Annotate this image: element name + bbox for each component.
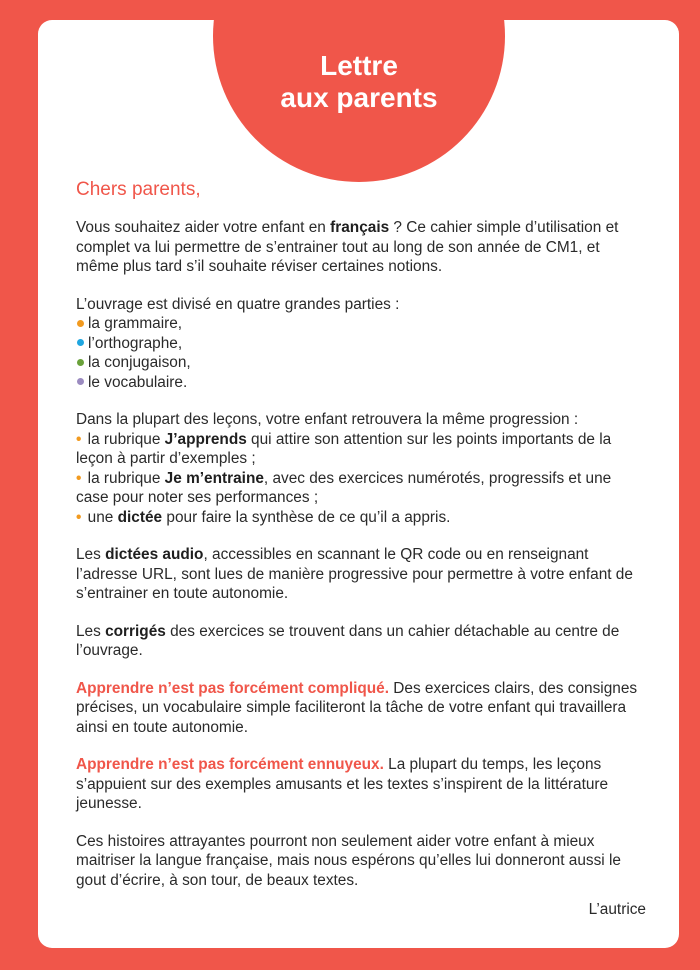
page-title	[213, 50, 505, 114]
corriges-text: Les	[76, 622, 106, 640]
list-item	[76, 469, 646, 508]
list-item-label: le vocabulaire.	[88, 373, 188, 391]
ennuyeux-text: La plupart du temps, les leçons s’appuient sur des exemples amusants et les textes s’inspirent de la littérature jeunesse.	[76, 756, 609, 812]
list-item-label: la conjugaison,	[88, 354, 191, 371]
list-item-keyword: dictée	[117, 508, 163, 526]
list-item-text: la rubrique	[83, 469, 165, 487]
bullet-icon: •	[76, 508, 82, 526]
closing-paragraph: Ces histoires attrayantes pourront non seulement aider votre enfant à mieux maitriser la langue française, mais nous espérons qu’elles lui donneront aussi le gout d’écrire, à son tour, de beaux textes.	[76, 832, 621, 889]
progression-list	[76, 410, 646, 527]
intro-text: Vous souhaitez aider votre enfant en	[76, 219, 331, 236]
blue-dot-icon	[77, 339, 84, 346]
audio-keyword: dictées audio	[105, 546, 204, 563]
list-item-keyword: Je m’entraine	[164, 469, 264, 487]
list-item-label: la grammaire,	[88, 315, 183, 332]
intro-subject: français	[330, 219, 390, 236]
list-item-keyword: J’apprends	[164, 430, 247, 448]
list-item	[76, 430, 646, 469]
audio-paragraph	[76, 545, 646, 604]
list-item	[76, 373, 646, 393]
ennuyeux-headline: Apprendre n’est pas forcément ennuyeux.	[76, 756, 384, 773]
corriges-keyword: corrigés	[105, 622, 166, 640]
list-item	[76, 353, 646, 373]
parts-list	[76, 295, 646, 393]
list-item	[76, 508, 646, 528]
green-dot-icon	[77, 359, 84, 366]
list-item-text: , avec des exercices numérotés, progressifs et une case pour noter ses performances ;	[76, 469, 612, 506]
bullet-icon: •	[76, 469, 82, 487]
complique-text: Des exercices clairs, des consignes précises, un vocabulaire simple faciliteront la tâche de votre enfant qui travaillera ainsi en toute autonomie.	[76, 679, 638, 736]
bullet-icon: •	[76, 430, 82, 448]
ennuyeux-paragraph	[76, 755, 646, 814]
complique-paragraph	[76, 679, 646, 738]
intro-text-end: ? Ce cahier simple d’utilisation et complet va lui permettre de s’entrainer tout au long de son année de CM1, et même plus tard s’il souhaite réviser certaines notions.	[76, 219, 619, 275]
list-item	[76, 334, 646, 354]
title-line-2: aux parents	[280, 82, 438, 113]
list-item	[76, 314, 646, 334]
audio-text: Les	[76, 546, 106, 563]
progression-lead: Dans la plupart des leçons, votre enfant retrouvera la même progression :	[76, 411, 579, 428]
corriges-paragraph	[76, 622, 646, 661]
purple-dot-icon	[77, 378, 84, 385]
letter-body	[76, 178, 646, 920]
complique-headline: Apprendre n’est pas forcément compliqué.	[76, 679, 390, 697]
list-item-text: qui attire son attention sur les points importants de la leçon à partir d’exemples ;	[76, 430, 612, 467]
intro-paragraph	[76, 218, 646, 277]
parts-lead: L’ouvrage est divisé en quatre grandes parties :	[76, 295, 400, 313]
audio-text-end: , accessibles en scannant le QR code ou en renseignant l’adresse URL, sont lues de manière progressive pour permettre à votre enfant de s’entrainer en toute autonomie.	[76, 546, 633, 602]
corriges-text-end: des exercices se trouvent dans un cahier détachable au centre de l’ouvrage.	[76, 622, 620, 659]
letter-card	[38, 20, 679, 948]
list-item-label: l’orthographe,	[88, 334, 183, 352]
greeting: Chers parents,	[76, 179, 201, 200]
list-item-text: pour faire la synthèse de ce qu’il a appris.	[162, 508, 451, 526]
signature: L’autrice	[588, 901, 646, 918]
orange-dot-icon	[77, 320, 84, 327]
title-line-1: Lettre	[320, 50, 398, 81]
list-item-text: une	[83, 508, 118, 526]
list-item-text: la rubrique	[83, 430, 165, 448]
